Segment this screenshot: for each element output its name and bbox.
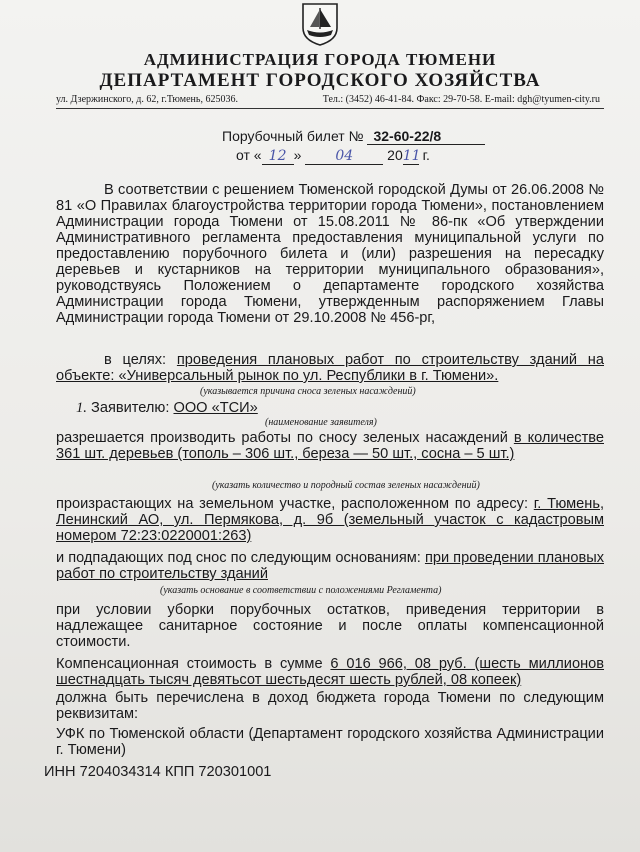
basis-value: при проведении плановых работ по строительству зданий xyxy=(56,550,605,582)
basis-prefix: и подпадающих под снос по следующим основаниям: xyxy=(56,550,425,566)
compensation-value: 6 016 966, 08 руб. (шесть миллионов шестнадцать тысяч девятьсот шестьдесят шесть рублей, 08 копеек) xyxy=(56,656,605,688)
basis-paragraph xyxy=(56,550,604,582)
purpose-paragraph xyxy=(56,352,604,384)
ufk-paragraph: УФК по Тюменской области (Департамент городского хозяйства Администрации г. Тюмени) xyxy=(56,726,604,758)
applicant-line xyxy=(76,400,604,416)
city-crest-icon xyxy=(301,2,339,46)
permit-prefix: разрешается производить работы по сносу зеленых насаждений xyxy=(56,430,514,446)
compensation-paragraph xyxy=(56,656,604,688)
year-prefix: 20 xyxy=(387,147,403,163)
address-text: ул. Дзержинского, д. 62, г.Тюмень, 625036. xyxy=(56,94,238,105)
preamble-paragraph: В соответствии с решением Тюменской городской Думы от 26.06.2008 № 81 «О Правилах благоустройства территории города Тюмени», постановлением Администрации города Тюмени от 15.08.2011 № 86-пк «Об утверждении Административного регламента предоставления муниципальной услуги по предоставлению порубочного билета и (или) разрешения на пересадку деревьев и кустарников на территории муниципального образования», руководствуясь Положением о департаменте городского хозяйства Администрации города Тюмени, утвержденным распоряжением Главы Администрации города Тюмени от 29.10.2008 № 456-рг, xyxy=(56,182,604,326)
date-mid: » xyxy=(293,147,302,163)
ticket-number: 32-60-22/8 xyxy=(367,128,485,145)
applicant-value: ООО «ТСИ» xyxy=(173,400,258,416)
location-value: г. Тюмень, Ленинский АО, ул. Пермякова, д. 9б (земельный участок с кадастровым номером 72:23:0220001:263) xyxy=(56,496,604,544)
payment-paragraph: должна быть перечислена в доход бюджета города Тюмени по следующим реквизитам: xyxy=(56,690,604,722)
date-month: 04 xyxy=(305,148,383,165)
applicant-caption: (наименование заявителя) xyxy=(265,417,377,428)
date-prefix: от « xyxy=(236,147,262,163)
ticket-label: Порубочный билет № xyxy=(222,128,364,144)
applicant-number: 1. xyxy=(76,400,87,416)
purpose-prefix: в целях: xyxy=(104,352,177,368)
permit-value: в количестве 361 шт. деревьев (тополь – 306 шт., береза — 50 шт., сосна – 5 шт.) xyxy=(56,430,604,462)
inn-kpp-line: ИНН 7204034314 КПП 720301001 xyxy=(44,764,272,780)
purpose-value: проведения плановых работ по строительству зданий на объекте: «Универсальный рынок по ул. Республики в г. Тюмени». xyxy=(56,352,604,384)
applicant-prefix: Заявителю: xyxy=(91,400,174,416)
purpose-caption: (указывается причина сноса зеленых насаждений) xyxy=(200,386,416,397)
header-contacts-row xyxy=(56,94,600,105)
location-prefix: произрастающих на земельном участке, расположенном по адресу: xyxy=(56,496,534,512)
org-name-line1: АДМИНИСТРАЦИЯ ГОРОДА ТЮМЕНИ xyxy=(143,50,497,69)
org-name-line2: ДЕПАРТАМЕНТ ГОРОДСКОГО ХОЗЯЙСТВА xyxy=(99,70,541,91)
permit-caption: (указать количество и породный состав зеленых насаждений) xyxy=(212,480,480,491)
permit-paragraph xyxy=(56,430,604,462)
date-year: 11 xyxy=(402,148,421,164)
location-paragraph xyxy=(56,496,604,544)
ticket-title xyxy=(222,128,485,145)
header-divider xyxy=(56,108,604,109)
date-day: 12 xyxy=(262,148,294,165)
contacts-text: Тел.: (3452) 46-41-84. Факс: 29-70-58. E-mail: dgh@tyumen-city.ru xyxy=(322,94,600,105)
year-end: г. xyxy=(422,147,430,163)
basis-caption: (указать основание в соответствии с положениями Регламента) xyxy=(160,585,442,596)
compensation-prefix: Компенсационная стоимость в сумме xyxy=(56,656,331,672)
conditions-paragraph: при условии уборки порубочных остатков, приведения территории в надлежащее санитарное состояние и после оплаты компенсационной стоимости. xyxy=(56,602,604,650)
ticket-date xyxy=(236,147,430,165)
